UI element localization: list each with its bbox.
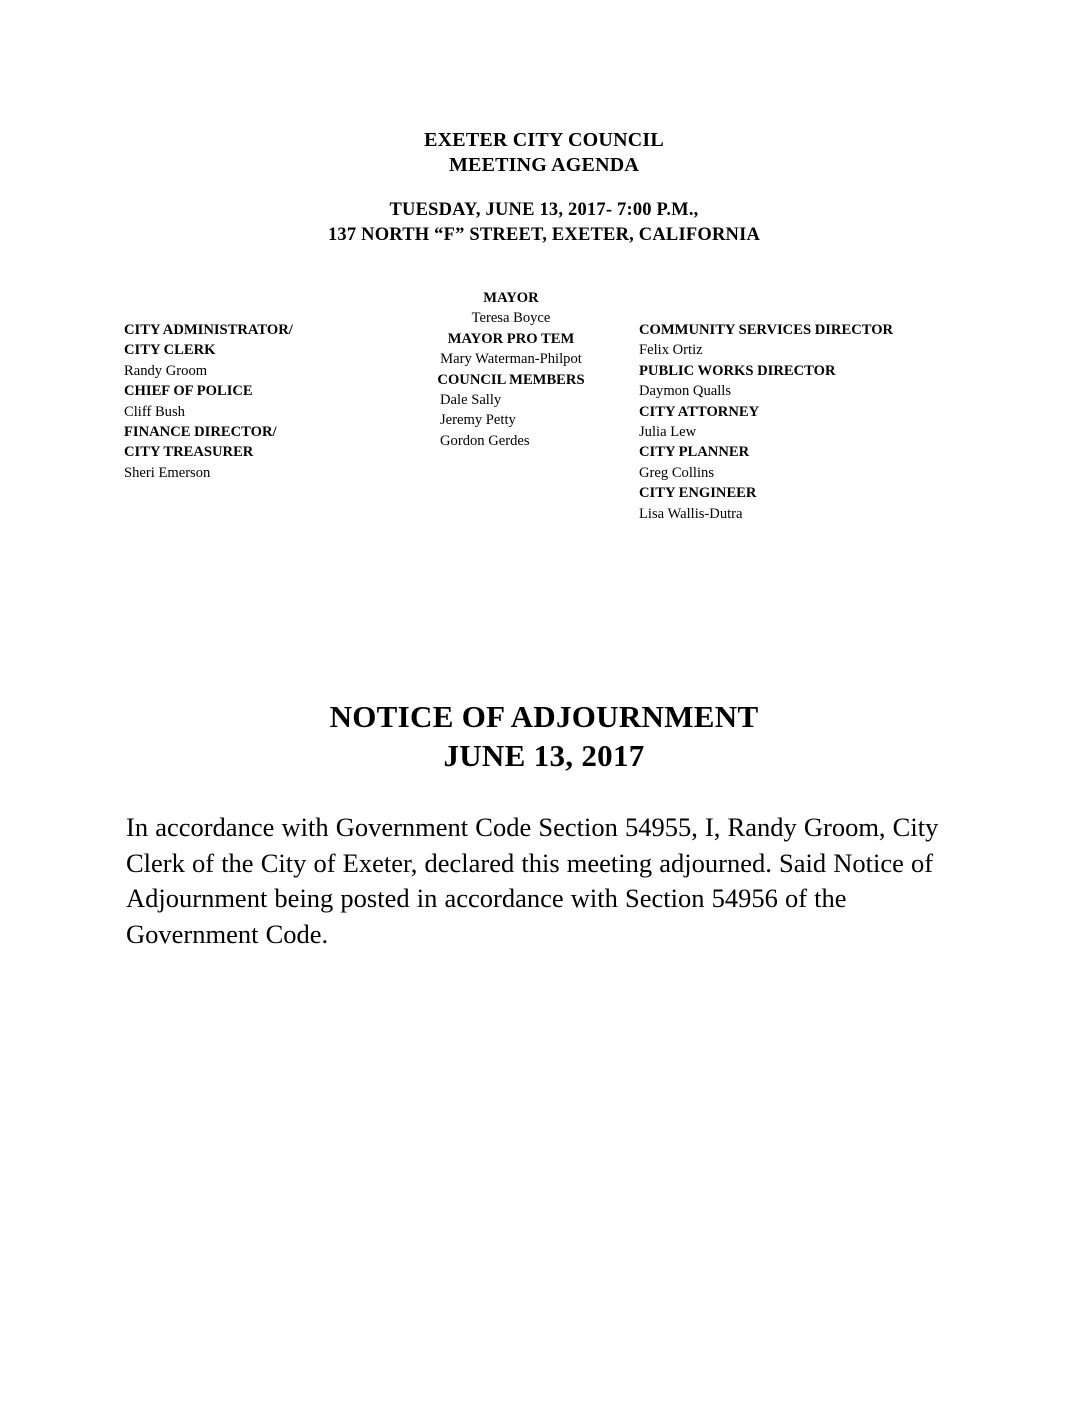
notice-heading-line-1: NOTICE OF ADJOURNMENT: [329, 699, 759, 734]
masthead-title-line-1: EXETER CITY COUNCIL: [424, 129, 664, 151]
official-name: Greg Collins: [639, 464, 714, 481]
masthead-title-line-2: MEETING AGENDA: [448, 154, 640, 176]
officials-left-column: [124, 320, 414, 483]
officials-roster: [0, 288, 1088, 528]
official-name: Randy Groom: [124, 362, 208, 379]
official-title: PUBLIC WORKS DIRECTOR: [639, 362, 836, 379]
official-title: CITY ENGINEER: [639, 485, 757, 502]
official-title: CITY PLANNER: [639, 444, 750, 461]
official-title: CHIEF OF POLICE: [124, 383, 253, 400]
meeting-location-line: 137 NORTH “F” STREET, EXETER, CALIFORNIA: [327, 225, 761, 245]
masthead-meeting-info-block: [0, 198, 1088, 248]
notice-heading-line-2: JUNE 13, 2017: [443, 738, 645, 773]
official-title: FINANCE DIRECTOR/: [124, 424, 277, 441]
council-members-title: COUNCIL MEMBERS: [437, 371, 585, 388]
mayor-pro-tem-name: Mary Waterman-Philpot: [440, 351, 582, 368]
official-name: Daymon Qualls: [639, 383, 732, 400]
official-title: CITY CLERK: [124, 342, 216, 359]
masthead-title-block: [0, 128, 1088, 178]
official-title: CITY ATTORNEY: [639, 403, 760, 420]
mayor-pro-tem-title: MAYOR PRO TEM: [447, 330, 575, 347]
officials-right-column: [639, 320, 979, 524]
official-name: Sheri Emerson: [124, 464, 211, 481]
notice-heading-block: [0, 697, 1088, 775]
official-name: Felix Ortiz: [639, 342, 703, 359]
council-member-name: Dale Sally: [440, 392, 502, 409]
officials-middle-column: [396, 288, 626, 451]
official-title: COMMUNITY SERVICES DIRECTOR: [639, 322, 894, 338]
official-name: Cliff Bush: [124, 403, 185, 420]
mayor-title: MAYOR: [483, 290, 539, 306]
official-title: CITY ADMINISTRATOR/: [124, 322, 293, 338]
official-title: CITY TREASURER: [124, 444, 254, 461]
official-name: Julia Lew: [639, 424, 697, 441]
mayor-name: Teresa Boyce: [471, 310, 551, 327]
council-member-name: Jeremy Petty: [440, 412, 516, 429]
meeting-datetime-line: TUESDAY, JUNE 13, 2017- 7:00 P.M.,: [389, 200, 699, 220]
notice-body-paragraph: In accordance with Government Code Section 54955, I, Randy Groom, City Clerk of the City of Exeter, declared this meeting adjourned. Said Notice of Adjournment being posted in accordance with Section 54956 of the Government Code.: [126, 812, 939, 949]
council-member-name: Gordon Gerdes: [440, 432, 530, 449]
official-name: Lisa Wallis-Dutra: [639, 505, 743, 522]
